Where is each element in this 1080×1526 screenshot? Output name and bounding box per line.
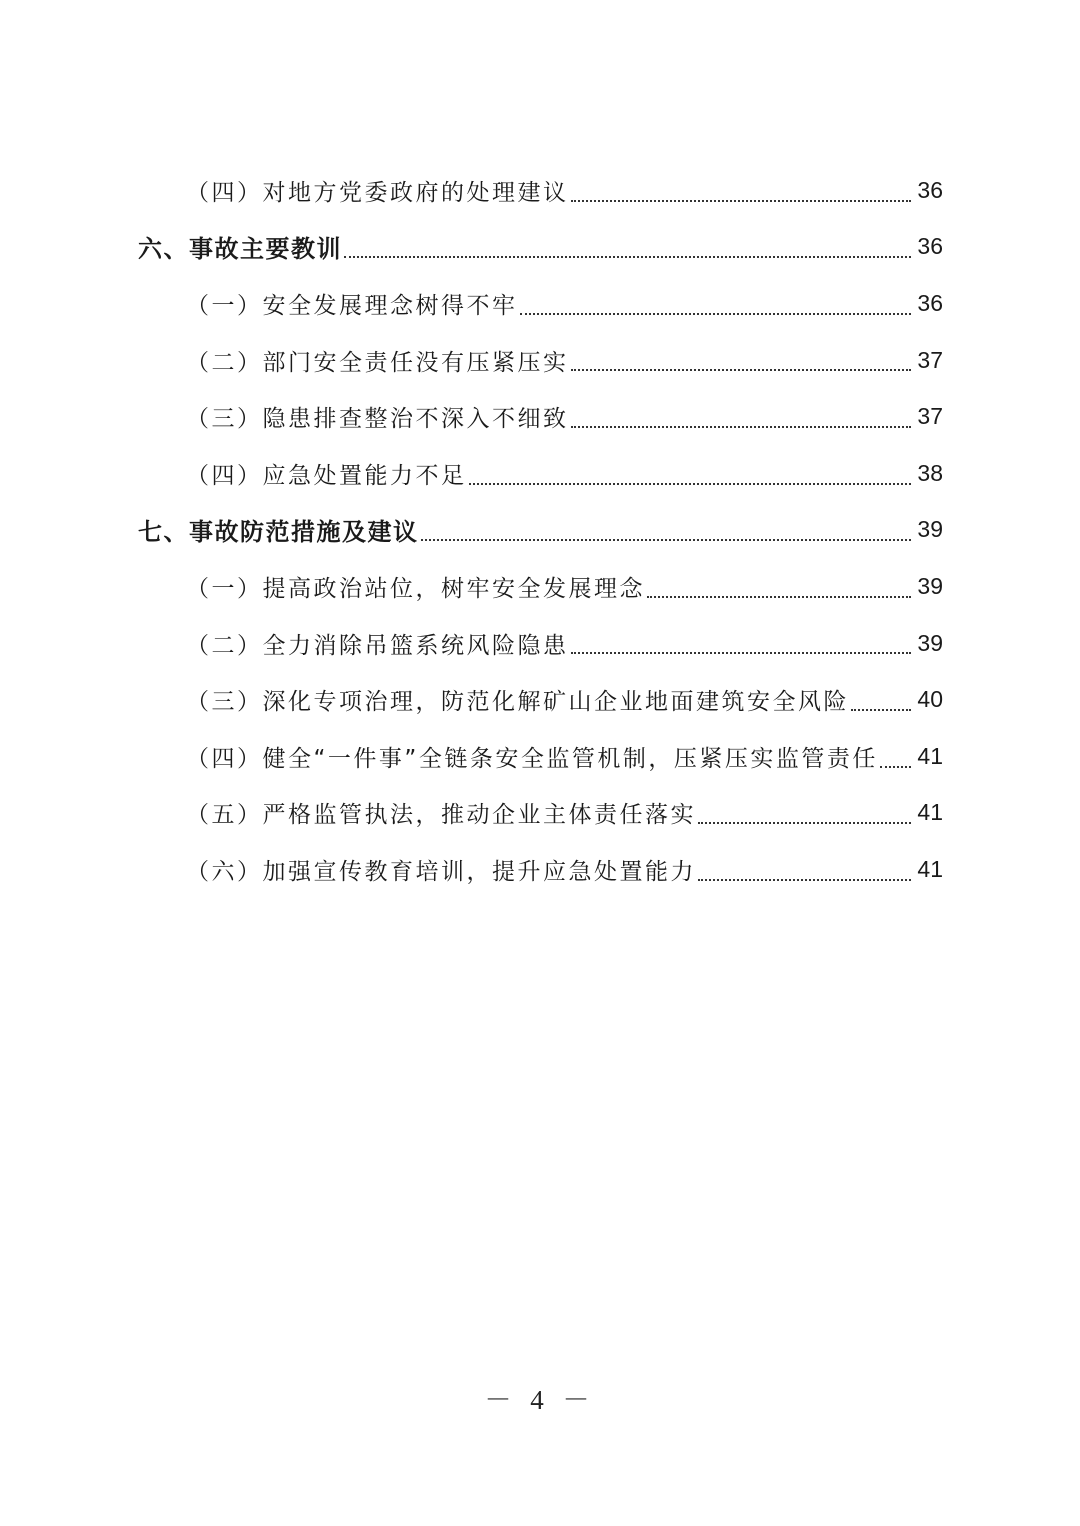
dot-leader bbox=[851, 709, 911, 711]
toc-entry-title: （二）全力消除吊篮系统风险隐患 bbox=[186, 632, 569, 659]
toc-entry[interactable] bbox=[0, 445, 1080, 502]
toc-page-number: 41 bbox=[917, 855, 943, 882]
toc-page-number: 37 bbox=[917, 346, 943, 373]
dot-leader bbox=[571, 200, 912, 202]
dot-leader bbox=[520, 313, 912, 315]
dot-leader bbox=[698, 822, 911, 824]
toc-entry-title: （二）部门安全责任没有压紧压实 bbox=[186, 349, 569, 376]
dot-leader bbox=[421, 539, 912, 541]
dot-leader bbox=[469, 483, 912, 485]
dot-leader bbox=[647, 596, 911, 598]
toc-entry[interactable] bbox=[0, 615, 1080, 672]
toc-entry-title: （四）对地方党委政府的处理建议 bbox=[186, 179, 569, 206]
toc-entry-title: （一）安全发展理念树得不牢 bbox=[186, 292, 518, 319]
toc-page-number: 39 bbox=[917, 572, 943, 599]
toc-page-number: 41 bbox=[917, 742, 943, 769]
toc-entry-title: （四）应急处置能力不足 bbox=[186, 462, 467, 489]
page-number-footer: － 4 － bbox=[484, 1385, 596, 1415]
toc-page-number: 41 bbox=[917, 799, 943, 826]
toc-entry-title: （三）隐患排查整治不深入不细致 bbox=[186, 406, 569, 433]
toc-entry[interactable] bbox=[0, 558, 1080, 615]
toc-entry[interactable] bbox=[0, 671, 1080, 728]
toc-page-number: 36 bbox=[917, 176, 943, 203]
toc-entry[interactable] bbox=[0, 728, 1080, 785]
toc-page-number: 38 bbox=[917, 459, 943, 486]
toc-entry-title: （一）提高政治站位，树牢安全发展理念 bbox=[186, 575, 645, 602]
toc-section-title: 七、事故防范措施及建议 bbox=[138, 518, 419, 547]
dot-leader bbox=[571, 426, 912, 428]
toc-entry[interactable] bbox=[0, 841, 1080, 898]
dot-leader bbox=[571, 652, 912, 654]
dot-leader bbox=[344, 256, 911, 258]
toc-entry[interactable] bbox=[0, 502, 1080, 559]
toc-page-number: 36 bbox=[917, 289, 943, 316]
toc-page-number: 36 bbox=[917, 233, 943, 260]
toc-entry-title: （五）严格监管执法，推动企业主体责任落实 bbox=[186, 802, 696, 829]
toc-entry[interactable] bbox=[0, 219, 1080, 276]
toc-page-number: 39 bbox=[917, 516, 943, 543]
toc-entry[interactable] bbox=[0, 785, 1080, 842]
dot-leader bbox=[571, 369, 912, 371]
toc-entry[interactable] bbox=[0, 388, 1080, 445]
toc-page-number: 40 bbox=[917, 686, 943, 713]
dot-leader bbox=[880, 766, 911, 768]
table-of-contents bbox=[0, 162, 1080, 898]
toc-entry[interactable] bbox=[0, 275, 1080, 332]
toc-page-number: 39 bbox=[917, 629, 943, 656]
toc-entry-title: （三）深化专项治理，防范化解矿山企业地面建筑安全风险 bbox=[186, 689, 849, 716]
toc-section-title: 六、事故主要教训 bbox=[138, 235, 342, 264]
dot-leader bbox=[698, 879, 911, 881]
toc-entry-title: （四）健全“一件事”全链条安全监管机制，压紧压实监管责任 bbox=[186, 745, 878, 772]
toc-entry[interactable] bbox=[0, 332, 1080, 389]
toc-page-number: 37 bbox=[917, 403, 943, 430]
toc-entry-title: （六）加强宣传教育培训，提升应急处置能力 bbox=[186, 858, 696, 885]
toc-entry[interactable] bbox=[0, 162, 1080, 219]
